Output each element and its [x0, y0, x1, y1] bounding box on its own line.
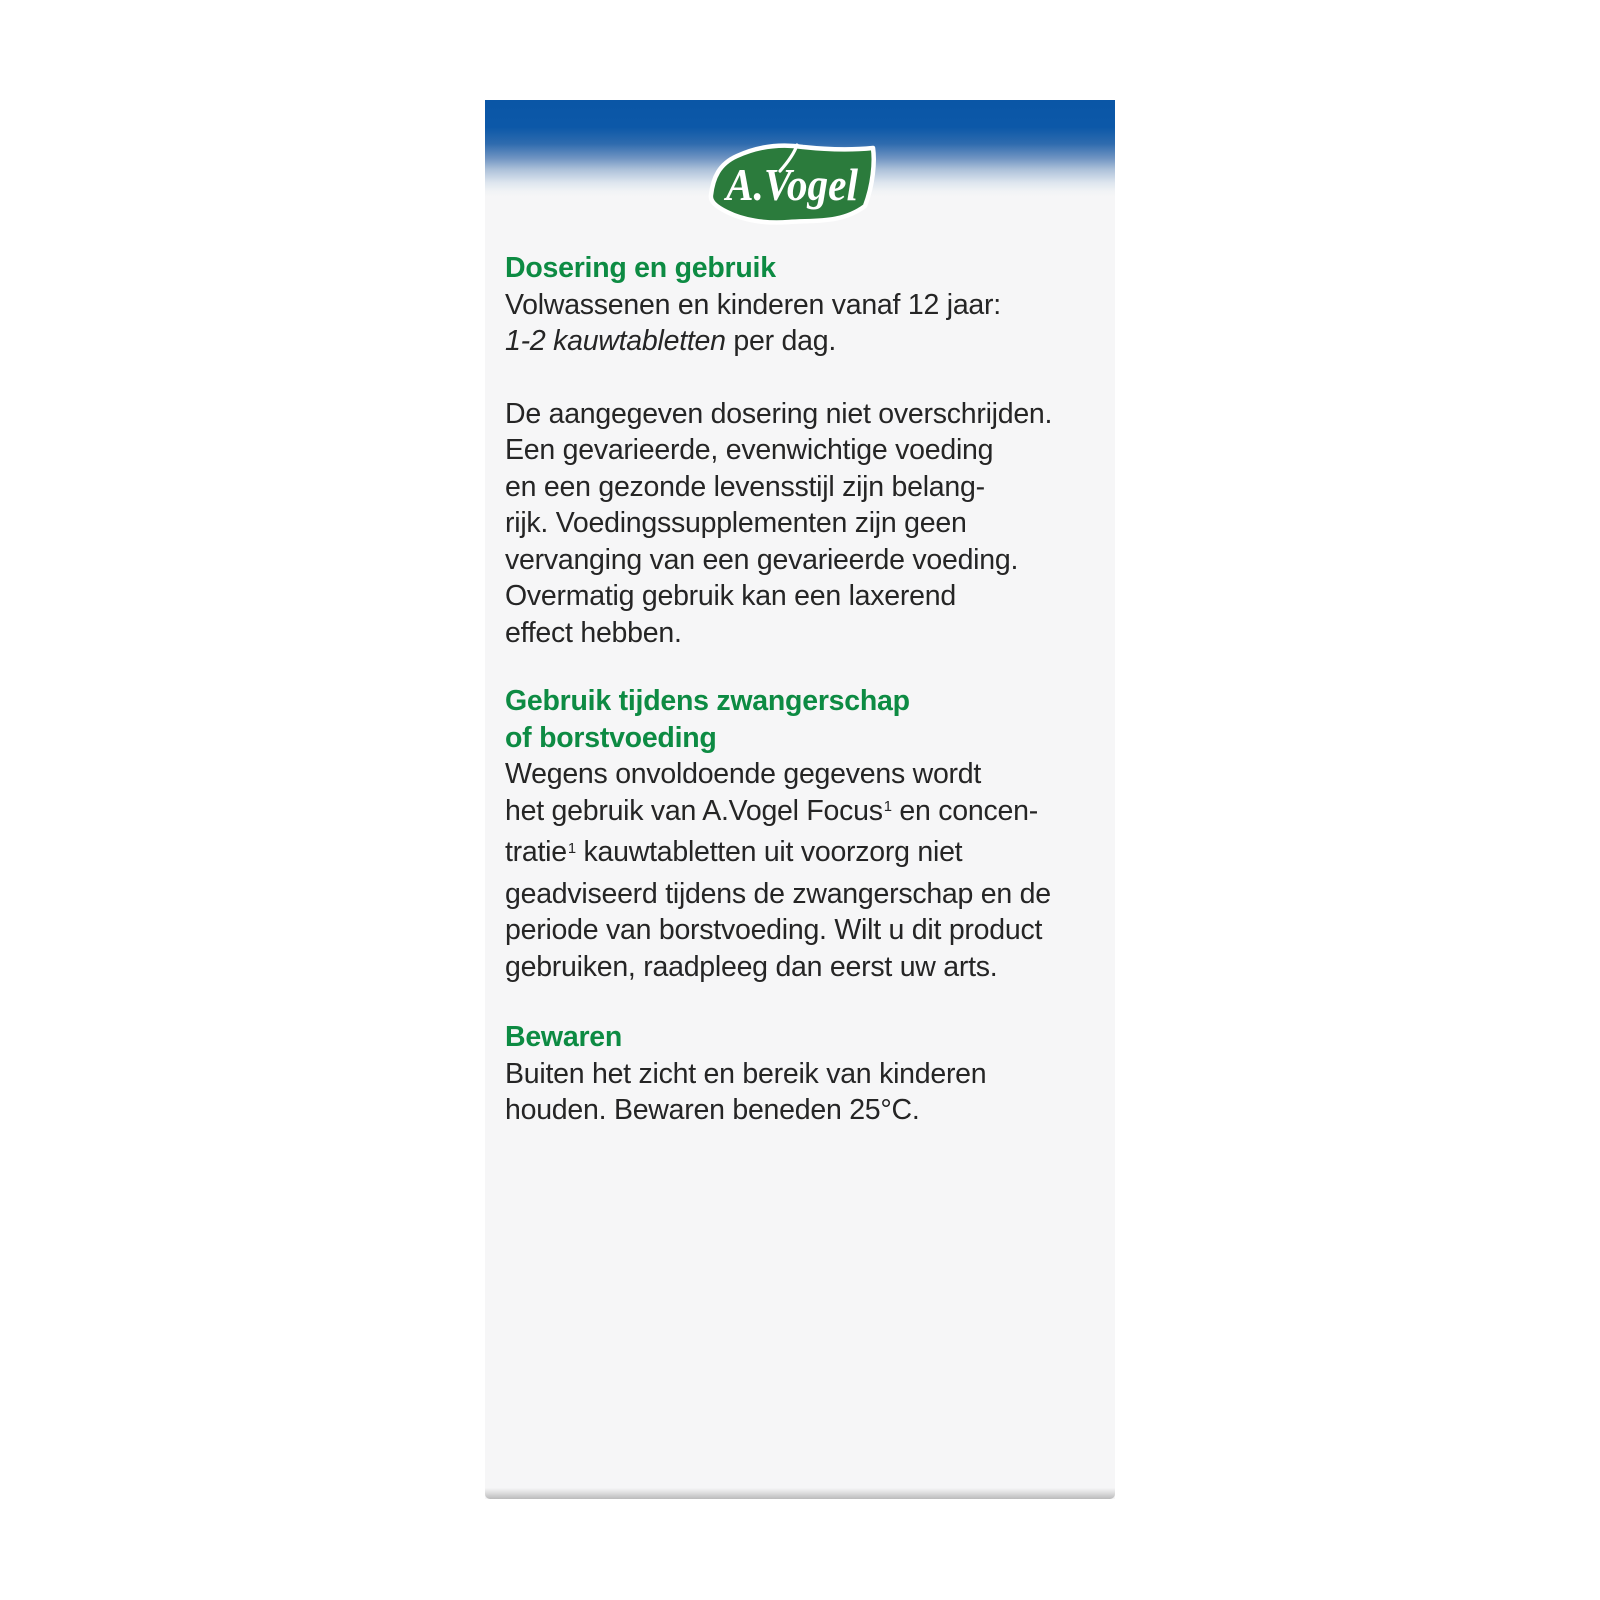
text-line: 1-2 kauwtabletten per dag.	[505, 325, 836, 357]
text-line: en een gezonde levensstijl zijn belang-	[505, 470, 985, 503]
section-bewaren	[505, 1019, 1101, 1129]
text-line: Wegens onvoldoende gegevens wordt	[505, 758, 982, 790]
text-line: geadviseerd tijdens de zwangerschap en de	[505, 877, 1051, 910]
text-line: Overmatig gebruik kan een laxerend	[505, 580, 956, 612]
section-heading-bewaren	[505, 1019, 1101, 1056]
text-line: Gebruik tijdens zwangerschap	[505, 685, 910, 717]
text-line: effect hebben.	[505, 616, 682, 649]
text-line: Volwassenen en kinderen vanaf 12 jaar:	[505, 288, 1001, 321]
avogel-logo	[703, 140, 881, 230]
text-line: of borstvoeding	[505, 721, 717, 754]
section-dosering-en-gebruik	[505, 250, 1101, 360]
panel-text-content	[505, 250, 1101, 1129]
text-line: gebruiken, raadpleeg dan eerst uw arts.	[505, 950, 998, 983]
text-line: Dosering en gebruik	[505, 252, 776, 284]
text-line: periode van borstvoeding. Wilt u dit product	[505, 914, 1043, 946]
section-body-bewaren	[505, 1056, 1101, 1129]
text-line: Bewaren	[505, 1021, 623, 1053]
section-zwangerschap-borstvoeding	[505, 683, 1101, 985]
section-body-zwangerschap	[505, 756, 1101, 985]
text-line: Een gevarieerde, evenwichtige voeding	[505, 434, 994, 466]
text-line: tratie$^1$ kauwtabletten uit voorzorg niet	[505, 836, 963, 868]
text-line: houden. Bewaren beneden 25°C.	[505, 1094, 920, 1126]
avogel-logo-graphic	[703, 140, 881, 230]
section-body-dosering	[505, 287, 1101, 360]
text-line: Buiten het zicht en bereik van kinderen	[505, 1057, 987, 1090]
logo-wordmark: A.Vogel	[723, 159, 859, 210]
text-line: het gebruik van A.Vogel Focus$^1$ en concen-	[505, 794, 1038, 827]
section-heading-dosering	[505, 250, 1101, 287]
panel-bottom-shadow	[485, 1488, 1115, 1499]
text-line: De aangegeven dosering niet overschrijden.	[505, 397, 1053, 430]
paragraph-dosering-advies	[505, 396, 1101, 652]
text-line: vervanging van een gevarieerde voeding.	[505, 543, 1019, 576]
text-line: rijk. Voedingssupplementen zijn geen	[505, 507, 967, 539]
section-body-advies	[505, 396, 1101, 652]
package-side-panel	[485, 100, 1115, 1499]
section-heading-zwangerschap	[505, 683, 1101, 756]
